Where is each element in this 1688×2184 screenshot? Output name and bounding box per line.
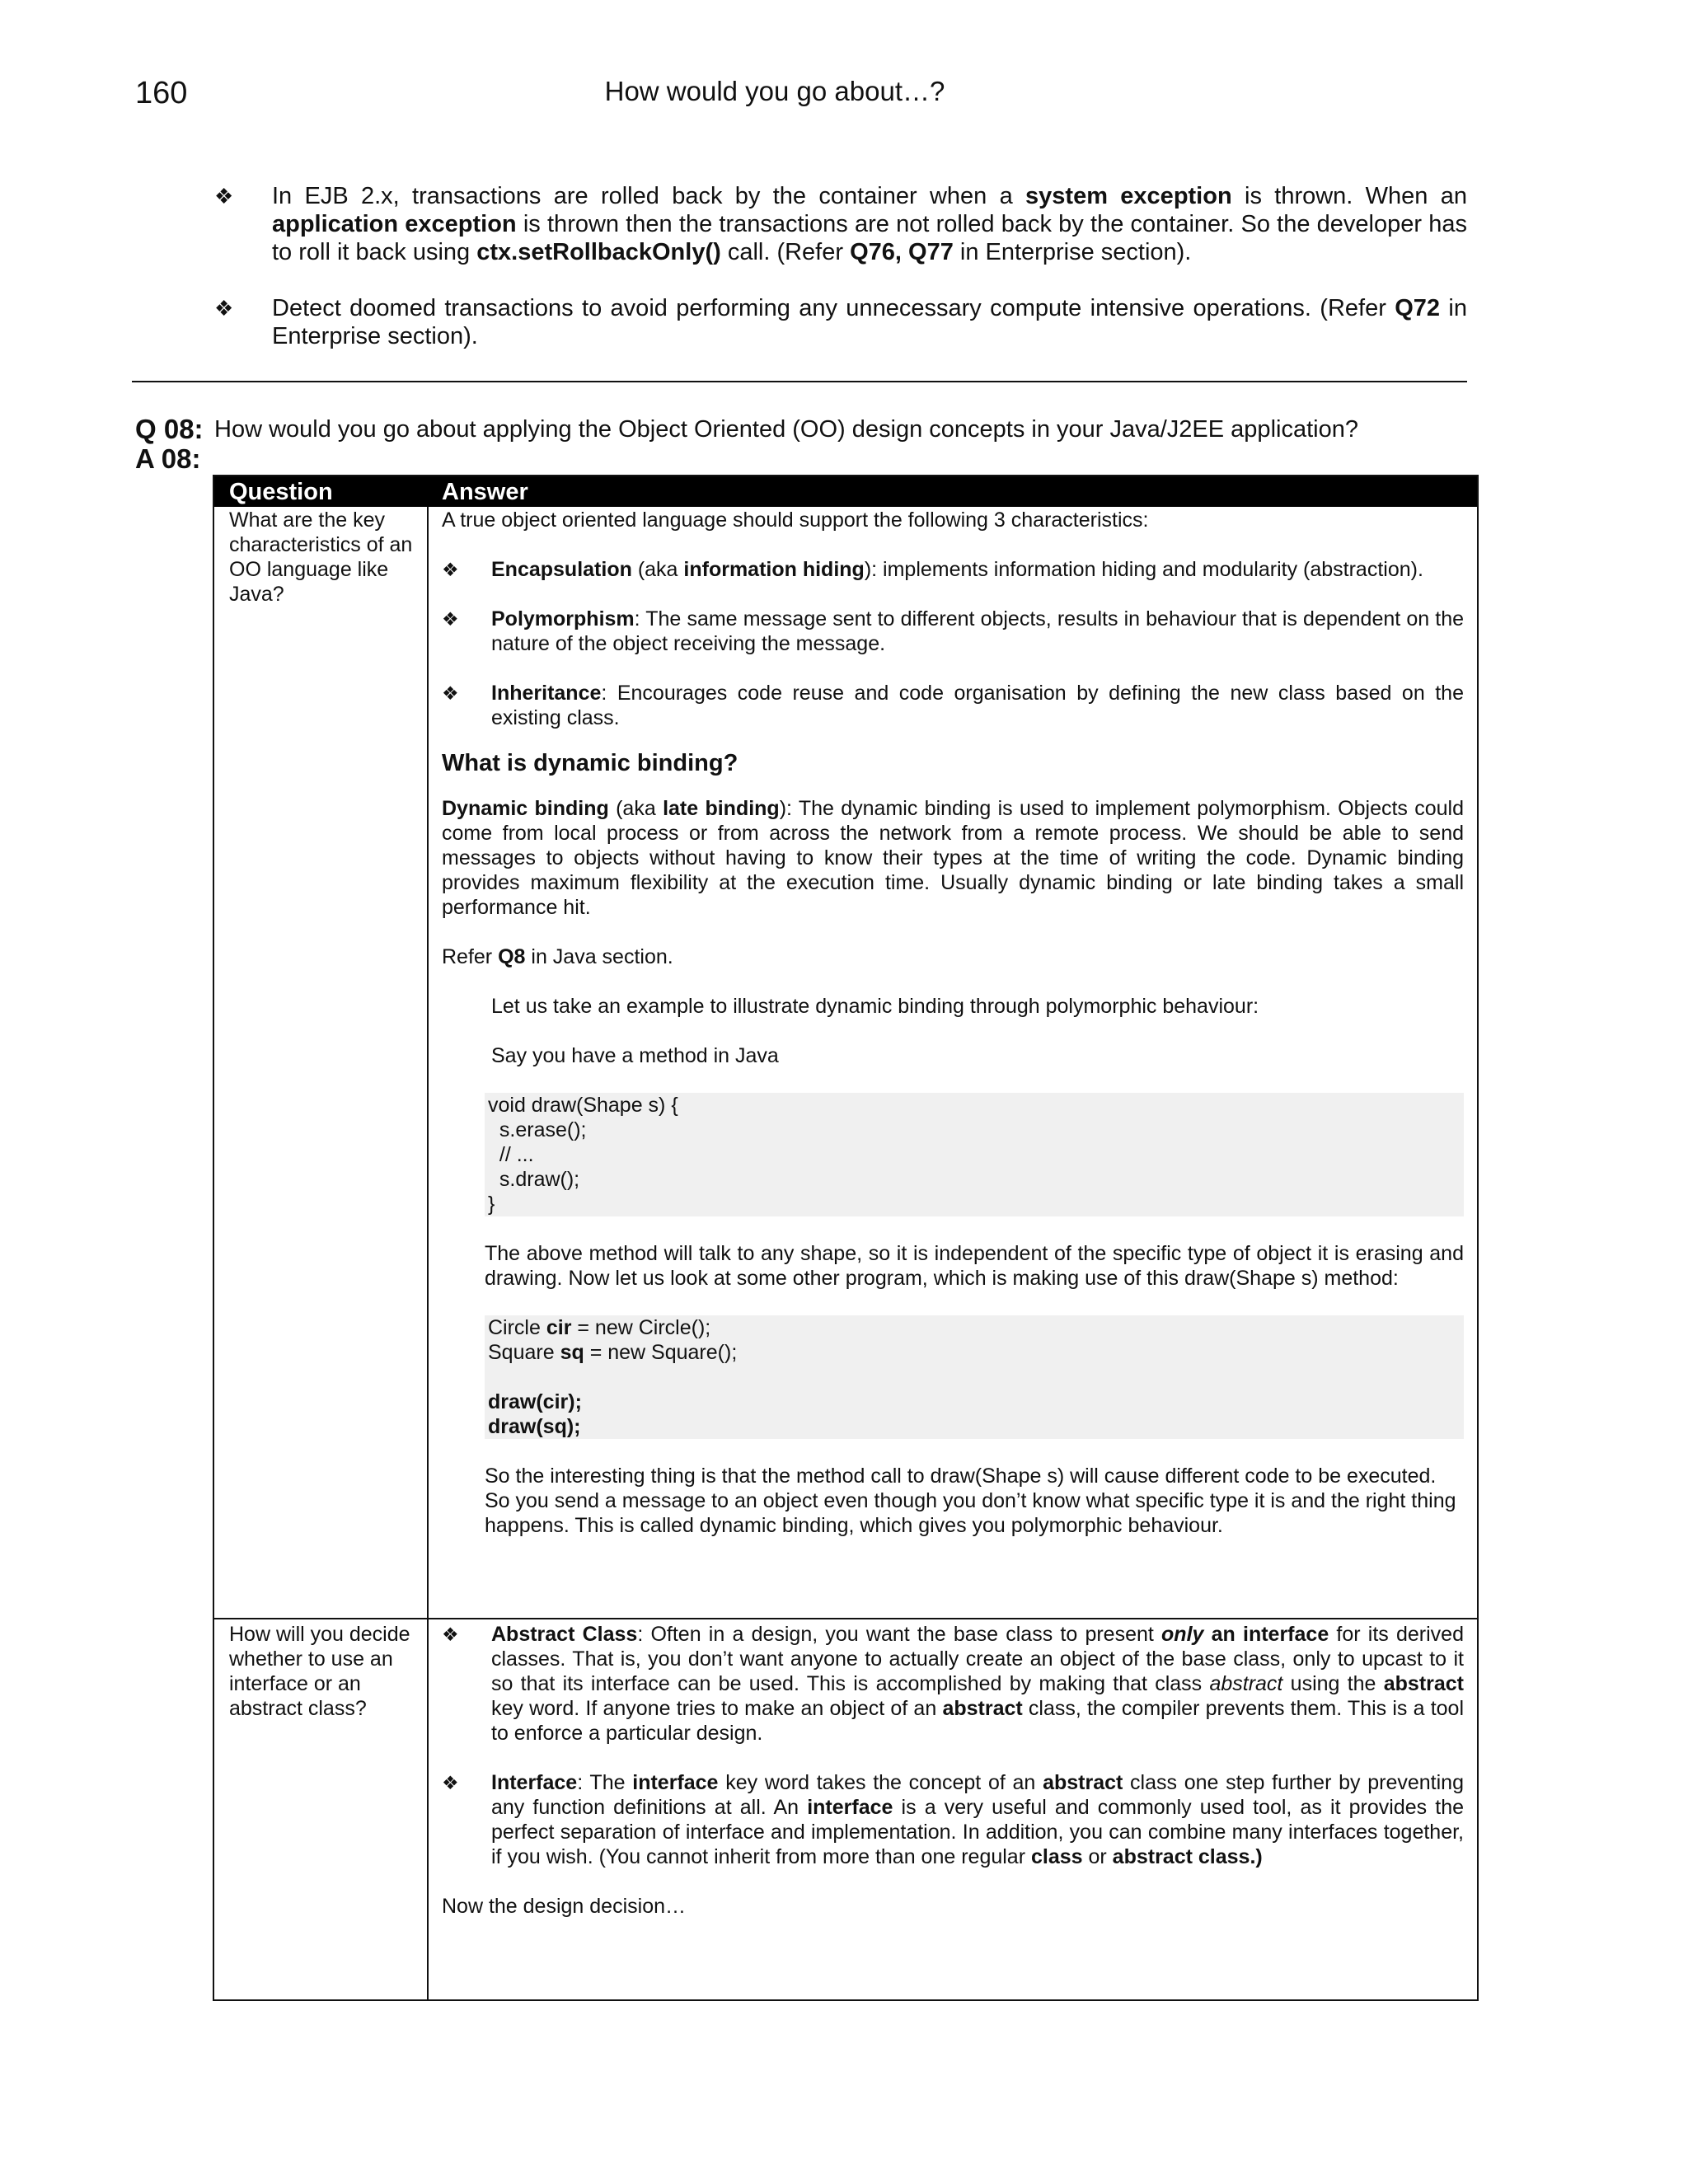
text-run: information hiding bbox=[683, 558, 865, 581]
column-divider bbox=[427, 507, 429, 2000]
text-run: : The bbox=[577, 1771, 633, 1794]
text-run: Abstract Class bbox=[491, 1623, 638, 1646]
bullet-inheritance bbox=[442, 681, 1464, 730]
text-run: Polymorphism bbox=[491, 607, 635, 630]
text-run: late binding bbox=[663, 797, 780, 820]
intro-bullet bbox=[214, 182, 1467, 266]
text-run: or bbox=[1082, 1845, 1113, 1868]
row1-answer bbox=[442, 508, 1464, 1538]
text-run: is a very useful and commonly used tool, as it provides the perfect separation of interface and implementation. In addition, you can combine many interfaces together, if you wish. (You cannot inherit from more than one regular bbox=[491, 1796, 1465, 1868]
text-run: ctx.setRollbackOnly() bbox=[476, 239, 721, 265]
text-run: system exception bbox=[1025, 183, 1232, 209]
row-divider bbox=[214, 1618, 1477, 1619]
above-method-paragraph: The above method will talk to any shape, so it is independent of the specific type of object it is erasing and drawing. Now let us look at some other program, which is making use of this draw(Shape s) method: bbox=[485, 1242, 1464, 1290]
text-run: abstract class.) bbox=[1112, 1845, 1263, 1868]
text-run: Dynamic binding bbox=[442, 797, 609, 820]
bullet-diamond-icon: ❖ bbox=[442, 1624, 459, 1645]
text-run: draw(cir); bbox=[488, 1390, 582, 1413]
text-run: (aka bbox=[631, 558, 684, 581]
bullet-encapsulation bbox=[442, 557, 1464, 582]
bullet-interface bbox=[442, 1770, 1464, 1869]
text-run: class, the compiler prevents them. This is a tool to enforce a particular design. bbox=[491, 1697, 1464, 1745]
table-header bbox=[214, 476, 1477, 507]
text-run: sq bbox=[560, 1341, 584, 1364]
text-run: Square bbox=[488, 1341, 560, 1364]
code-line: // ... bbox=[488, 1143, 534, 1166]
bullet-polymorphism bbox=[442, 607, 1464, 656]
say-you-line: Say you have a method in Java bbox=[491, 1044, 779, 1067]
code-block-usage bbox=[485, 1315, 1464, 1439]
section-divider bbox=[132, 381, 1467, 382]
closing-paragraph: So the interesting thing is that the method call to draw(Shape s) will cause different code to be executed. So you send a message to an object even though you don’t know what specific type it is and the right thing happens. This is called dynamic binding, which gives you polymorphic behaviour. bbox=[485, 1465, 1456, 1537]
code-line bbox=[488, 1340, 1461, 1365]
row1-question: What are the key characteristics of an OO language like Java? bbox=[229, 509, 413, 606]
code-line bbox=[488, 1390, 1461, 1414]
text-run: = new Square(); bbox=[584, 1341, 738, 1364]
example-intro: Let us take an example to illustrate dynamic binding through polymorphic behaviour: bbox=[491, 995, 1259, 1018]
design-decision-line: Now the design decision… bbox=[442, 1895, 686, 1918]
text-run: Q72 bbox=[1395, 295, 1441, 321]
code-line: } bbox=[488, 1193, 495, 1216]
text-run: class bbox=[1030, 1845, 1083, 1868]
question-label: Q 08: bbox=[135, 414, 204, 444]
question-text: How would you go about applying the Object Oriented (OO) design concepts in your Java/J2EE application? bbox=[214, 416, 1358, 443]
code-line: void draw(Shape s) { bbox=[488, 1094, 678, 1117]
text-run: interface bbox=[807, 1796, 893, 1819]
text-run: abstract bbox=[1209, 1672, 1283, 1695]
text-run: ): implements information hiding and modularity (abstraction). bbox=[864, 558, 1423, 581]
subheading-dynamic-binding: What is dynamic binding? bbox=[442, 750, 738, 776]
intro-bullet-text bbox=[272, 294, 1467, 350]
text-run: an interface bbox=[1203, 1623, 1329, 1646]
code-line bbox=[488, 1365, 1461, 1390]
text-run: : Often in a design, you want the base class to present bbox=[637, 1623, 1162, 1646]
text-run: application exception bbox=[272, 211, 517, 237]
running-title: How would you go about…? bbox=[604, 76, 945, 106]
text-run: interface bbox=[632, 1771, 719, 1794]
text-run: Detect doomed transactions to avoid performing any unnecessary compute intensive operations. (Refer bbox=[272, 295, 1395, 321]
text-run bbox=[488, 1366, 494, 1389]
text-run: abstract bbox=[942, 1697, 1023, 1720]
bullet-diamond-icon: ❖ bbox=[442, 559, 459, 580]
text-run: class one step further by preventing any function definitions at all. An bbox=[491, 1771, 1464, 1819]
text-run: ): The dynamic binding is used to implement polymorphism. Objects could come from local process or from across the network from a remote process. We should be able to send messages to objects without having to know their types at the time of writing the code. Dynamic binding provides maximum flexibility at the execution time. Usually dynamic binding or late binding takes a small performance hit. bbox=[442, 797, 1465, 919]
row2-question: How will you decide whether to use an interface or an abstract class? bbox=[229, 1623, 410, 1720]
text-run: = new Circle(); bbox=[571, 1316, 711, 1339]
text-run: Circle bbox=[488, 1316, 546, 1339]
qa-table bbox=[213, 475, 1479, 2001]
text-run: Q8 bbox=[498, 945, 526, 968]
code-line bbox=[488, 1414, 1461, 1439]
bullet-diamond-icon: ❖ bbox=[214, 184, 234, 209]
code-line: s.draw(); bbox=[488, 1168, 580, 1191]
text-run: in Enterprise section). bbox=[953, 239, 1192, 265]
text-run: Refer bbox=[442, 945, 499, 968]
code-block-draw-method bbox=[485, 1093, 1464, 1216]
characteristics-intro: A true object oriented language should support the following 3 characteristics: bbox=[442, 509, 1149, 532]
text-run: in Java section. bbox=[525, 945, 673, 968]
text-run: only bbox=[1161, 1623, 1204, 1646]
text-run: draw(sq); bbox=[488, 1415, 581, 1438]
text-run: key word takes the concept of an bbox=[718, 1771, 1043, 1794]
bullet-abstract-class bbox=[442, 1622, 1464, 1746]
text-run: : Encourages code reuse and code organisation by defining the new class based on the existing class. bbox=[491, 682, 1464, 729]
code-line bbox=[488, 1315, 1461, 1340]
row2-answer bbox=[442, 1622, 1464, 1919]
text-run: is thrown. When an bbox=[1231, 183, 1467, 209]
bullet-diamond-icon: ❖ bbox=[442, 1772, 459, 1793]
text-run: Encapsulation bbox=[491, 558, 632, 581]
text-run: key word. If anyone tries to make an object of an bbox=[491, 1697, 943, 1720]
refer-line bbox=[442, 944, 1464, 969]
text-run: Q76, Q77 bbox=[850, 239, 954, 265]
code-line: s.erase(); bbox=[488, 1118, 587, 1141]
intro-bullet-text bbox=[272, 182, 1467, 266]
page-number: 160 bbox=[135, 76, 188, 110]
intro-bullet bbox=[214, 294, 1467, 350]
text-run: In EJB 2.x, transactions are rolled back by the container when a bbox=[272, 183, 1026, 209]
bullet-diamond-icon: ❖ bbox=[214, 296, 234, 321]
text-run: using the bbox=[1282, 1672, 1384, 1695]
dynamic-binding-paragraph bbox=[442, 796, 1464, 920]
text-run: Inheritance bbox=[491, 682, 602, 705]
answer-label: A 08: bbox=[135, 443, 201, 474]
text-run: : The same message sent to different objects, results in behaviour that is dependent on the nature of the object receiving the message. bbox=[491, 607, 1464, 655]
header-answer: Answer bbox=[442, 479, 528, 505]
bullet-diamond-icon: ❖ bbox=[442, 682, 459, 704]
text-run: cir bbox=[546, 1316, 572, 1339]
text-run: (aka bbox=[608, 797, 663, 820]
header-question: Question bbox=[229, 479, 333, 505]
text-run: is thrown then the transactions are not rolled back by the container. So the developer has to roll it back using bbox=[272, 211, 1468, 265]
text-run: in Enterprise section). bbox=[272, 295, 1467, 349]
text-run: call. (Refer bbox=[720, 239, 851, 265]
text-run: for its derived classes. That is, you don’t want anyone to actually create an object of the base class, only to upcast to it so that its interface can be used. This is accomplished by making that class bbox=[491, 1623, 1464, 1695]
text-run: abstract bbox=[1383, 1672, 1464, 1695]
bullet-diamond-icon: ❖ bbox=[442, 608, 459, 630]
text-run: Interface bbox=[491, 1771, 578, 1794]
text-run: abstract bbox=[1043, 1771, 1123, 1794]
